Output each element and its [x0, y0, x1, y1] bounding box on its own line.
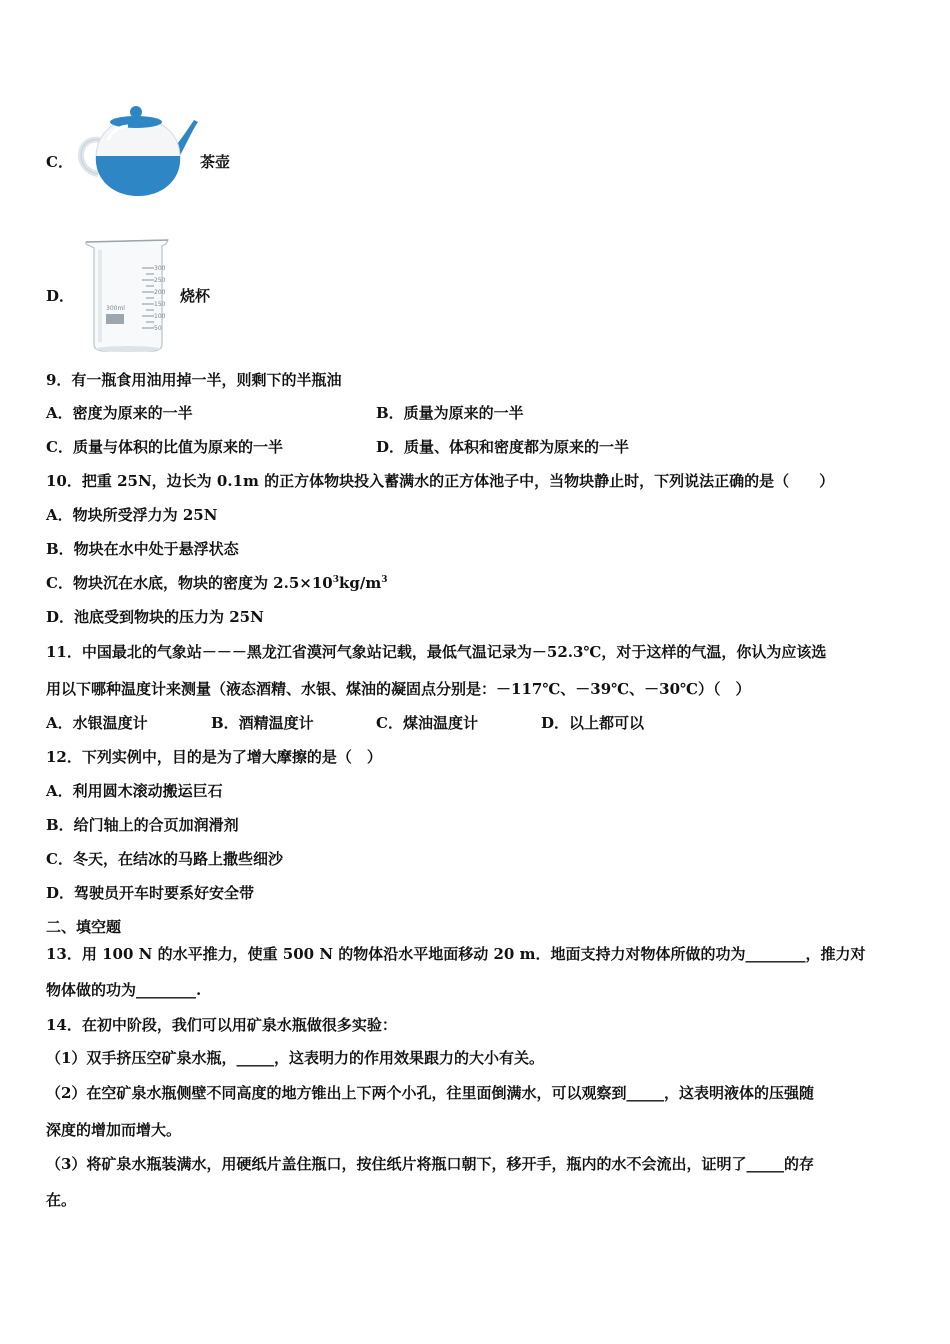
- q11-option-b: B．酒精温度计: [211, 714, 314, 732]
- q9-options-row1: [46, 403, 906, 423]
- q9-option-c: C．质量与体积的比值为原来的一半: [46, 438, 283, 456]
- teapot-icon: [72, 100, 202, 200]
- beaker-icon: [82, 236, 174, 354]
- q11-stem-line1: 11．中国最北的气象站－－－黑龙江省漠河气象站记载，最低气温记录为－52.3℃，对于这样的气温，你认为应该选: [46, 643, 827, 661]
- q12-option-a: A．利用圆木滚动搬运巨石: [46, 782, 223, 800]
- q10-option-c: [46, 573, 387, 593]
- beaker-mark-100: 100: [154, 313, 166, 320]
- beaker-base: [96, 346, 160, 352]
- q12-option-d: D．驾驶员开车时要系好安全带: [46, 884, 255, 902]
- q10-option-c-unit: kg/m: [338, 574, 382, 592]
- q14-part3-line2: 在。: [46, 1191, 77, 1209]
- beaker-mark-50: 50: [154, 325, 162, 332]
- q14-stem: 14．在初中阶段，我们可以用矿泉水瓶做很多实验：: [46, 1016, 397, 1034]
- q9-stem: 9．有一瓶食用油用掉一半，则剩下的半瓶油: [46, 371, 342, 389]
- q12-option-c: C．冬天，在结冰的马路上撒些细沙: [46, 850, 283, 868]
- q12-option-b: B．给门轴上的合页加润滑剂: [46, 816, 239, 834]
- q11-option-d: D．以上都可以: [541, 714, 645, 732]
- q9-option-d: D．质量、体积和密度都为原来的一半: [376, 438, 630, 456]
- q10-option-c-exponent2: 3: [381, 575, 388, 585]
- beaker-illustration: [82, 236, 174, 354]
- beaker-mark-300: 300: [154, 265, 166, 272]
- q12-stem: 12．下列实例中，目的是为了增大摩擦的是（ ）: [46, 748, 382, 766]
- q13-line2: 物体做的功为________.: [46, 981, 202, 999]
- option-d-letter: D．: [46, 287, 75, 305]
- q11-options-row: [46, 713, 906, 733]
- q11-stem-line2: 用以下哪种温度计来测量（液态酒精、水银、煤油的凝固点分别是：－117℃、－39℃、－30℃）（ ）: [46, 680, 751, 698]
- q10-option-c-prefix: C．物块沉在水底，物块的密度为 2.5×10: [46, 574, 333, 592]
- q9-options-row2: [46, 437, 906, 457]
- q14-part1: （1）双手挤压空矿泉水瓶，_____，这表明力的作用效果跟力的大小有关。: [46, 1049, 544, 1067]
- q14-part2-line2: 深度的增加而增大。: [46, 1121, 182, 1139]
- q9-option-b: B．质量为原来的一半: [376, 404, 524, 422]
- q10-option-a: A．物块所受浮力为 25N: [46, 506, 218, 524]
- beaker-mark-150: 150: [154, 301, 166, 308]
- beaker-volume-label: 300ml: [106, 305, 125, 312]
- beaker-reflection: [98, 250, 102, 342]
- beaker-mark-200: 200: [154, 289, 166, 296]
- section-title-fill-in: 二、填空题: [46, 918, 122, 936]
- beaker-label-patch: [106, 314, 124, 324]
- teapot-body-bottom: [96, 156, 180, 196]
- q10-option-d: D．池底受到物块的压力为 25N: [46, 608, 264, 626]
- q11-option-c: C．煤油温度计: [376, 714, 478, 732]
- q14-part2-line1: （2）在空矿泉水瓶侧壁不同高度的地方锥出上下两个小孔，往里面倒满水，可以观察到_____，这表明液体的压强随: [46, 1084, 814, 1102]
- q10-option-b: B．物块在水中处于悬浮状态: [46, 540, 239, 558]
- q14-part3-line1: （3）将矿泉水瓶装满水，用硬纸片盖住瓶口，按住纸片将瓶口朝下，移开手，瓶内的水不会流出，证明了_____的存: [46, 1155, 814, 1173]
- teapot-knob: [130, 106, 142, 118]
- q10-option-c-exponent1: 3: [332, 575, 339, 585]
- q13-line1: 13．用 100 N 的水平推力，使重 500 N 的物体沿水平地面移动 20 m．地面支持力对物体所做的功为________，推力对: [46, 945, 866, 963]
- teapot-illustration: [72, 100, 202, 200]
- q11-option-a: A．水银温度计: [46, 714, 148, 732]
- beaker-mark-250: 250: [154, 277, 166, 284]
- option-c-caption: 茶壶: [200, 153, 231, 171]
- q9-option-a: A．密度为原来的一半: [46, 404, 193, 422]
- q10-stem: 10．把重 25N，边长为 0.1m 的正方体物块投入蓄满水的正方体池子中，当物块静止时，下列说法正确的是（ ）: [46, 472, 835, 490]
- option-d-caption: 烧杯: [180, 287, 211, 305]
- option-c-letter: C．: [46, 153, 73, 171]
